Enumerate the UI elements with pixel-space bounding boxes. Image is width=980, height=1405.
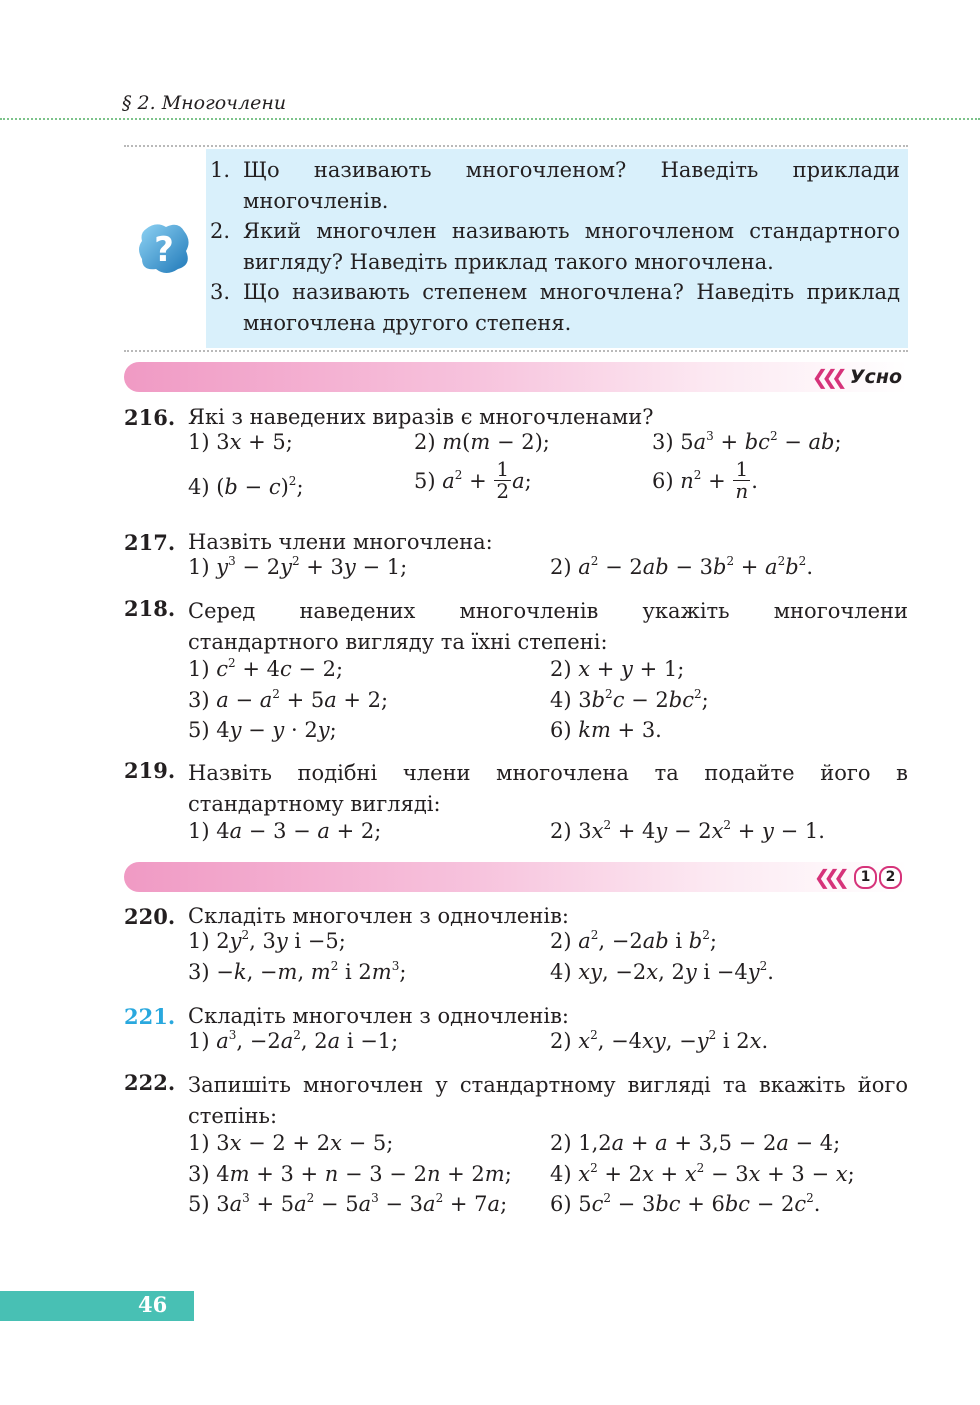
exercise-218: [124, 596, 908, 749]
expression: 4) $x^2 + 2x + x^2 - 3x + 3 - x$;: [550, 1160, 855, 1186]
exercise-number: 217.: [124, 530, 176, 555]
expression-row: [188, 819, 908, 850]
question-number: 1.: [210, 158, 231, 182]
chevrons-icon: ❮❮❮: [813, 865, 843, 889]
expression: 2) x + y + 1;: [550, 657, 685, 681]
expression: 2) 1,2a + a + 3,5 − 2a − 4;: [550, 1131, 841, 1155]
exercise-number: 220.: [124, 904, 176, 929]
expression: 4) $3b^2c - 2bc^2$;: [550, 686, 709, 712]
oral-section-tag: [812, 365, 902, 389]
question-text: Що називають степенем многочлена? Наведіть приклад многочлена другого степеня.: [243, 280, 900, 335]
chevrons-icon: ❮❮❮: [811, 365, 841, 389]
exercise-222: [124, 1070, 908, 1223]
exercise-number: 219.: [124, 758, 176, 783]
exercise-216: [124, 405, 908, 513]
expression: 6) $n^2$ + $\frac{1}{n}$ .: [652, 456, 758, 503]
exercise-text: Які з наведених виразів є многочленами?: [188, 405, 654, 429]
expression: 5) $a^2$ + $\frac{1}{2}$ a;: [414, 456, 532, 503]
levels-section-tag: [814, 865, 902, 889]
expression-row: [188, 1131, 908, 1162]
section-title: § 2. Многочлени: [122, 92, 287, 114]
expression: 4) $(b - c)^2$;: [188, 473, 304, 499]
question-text: Що називають многочленом? Наведіть приклади многочленів.: [243, 158, 900, 213]
expression: 1) $2y^2$, 3y і −5;: [188, 928, 346, 953]
review-questions-box: [124, 145, 908, 352]
expression: 1) $y^3 - 2y^2 + 3y - 1$;: [188, 554, 408, 579]
oral-label: Усно: [849, 366, 902, 388]
exercise-text: Складіть многочлен з одночленів:: [188, 1004, 569, 1028]
expression: 3) 4m + 3 + n − 3 − 2n + 2m;: [188, 1161, 512, 1186]
question-item: [210, 216, 900, 277]
level-2-badge: 2: [879, 866, 902, 889]
expression: 2) $3x^2 + 4y - 2x^2 + y - 1$.: [550, 818, 825, 843]
expression: 5) $3a^3 + 5a^2 - 5a^3 - 3a^2 + 7a$;: [188, 1191, 508, 1216]
questions-list: [210, 155, 900, 338]
expression: 1) 3x + 5;: [188, 430, 293, 454]
expression: 1) $a^3$, $-2a^2$, 2a і −1;: [188, 1028, 399, 1053]
expression: 2) m(m − 2);: [414, 430, 550, 454]
question-item: [210, 155, 900, 216]
expression-row: [188, 657, 908, 688]
expression: 2) $a^2 - 2ab - 3b^2 + a^2b^2$.: [550, 554, 813, 579]
exercise-number: 216.: [124, 405, 176, 430]
expression: 4) xy, −2x, 2y $і -4y^2$.: [550, 958, 774, 984]
question-item: [210, 277, 900, 338]
expression: 1) 4a − 3 − a + 2;: [188, 819, 382, 843]
question-mark-icon: [136, 221, 192, 275]
question-number: 2.: [210, 219, 231, 243]
expression: 2) $a^2$, −2ab і $b^2$;: [550, 928, 717, 953]
header-divider: [0, 118, 980, 120]
oral-section-band: [124, 362, 908, 392]
expression: 3) −k, −m, $m^2$ і $2m^3$;: [188, 958, 407, 984]
exercise-text: Серед наведених многочленів укажіть многочлени стандартного вигляду та їхні степені:: [188, 599, 908, 654]
expression-row: [188, 1162, 908, 1193]
expression-row: [188, 1192, 908, 1223]
exercise-text: Запишіть многочлен у стандартному вигляді та вкажіть його степінь:: [188, 1073, 908, 1128]
expression: 5) 4y − y · 2y;: [188, 718, 337, 742]
exercise-220: [124, 904, 908, 990]
expression-row: [188, 688, 908, 719]
expression-row: [188, 1029, 908, 1060]
expression: 6) $5c^2 - 3bc + 6bc - 2c^2$.: [550, 1191, 821, 1216]
expression-row: [188, 555, 908, 586]
expression-row: [188, 718, 908, 749]
expression: 3) $5a^3 + bc^2$ − ab;: [652, 429, 842, 454]
expression: 2) $x^2$, −4xy, $-y^2$ і 2x.: [550, 1028, 769, 1053]
expression-row: [188, 430, 908, 461]
page-number: 46: [138, 1292, 168, 1317]
svg-text:?: ?: [154, 230, 174, 270]
expression: 3) $a - a^2 + 5a + 2$;: [188, 686, 389, 712]
expression: 1) $c^2 + 4c - 2$;: [188, 656, 344, 681]
expression: 1) 3x − 2 + 2x − 5;: [188, 1131, 394, 1155]
question-number: 3.: [210, 280, 231, 304]
expression-row: [188, 960, 908, 991]
level-1-badge: 1: [854, 866, 877, 889]
exercise-text: Складіть многочлен з одночленів:: [188, 904, 569, 928]
exercise-221: [124, 1004, 908, 1060]
exercise-number: 218.: [124, 596, 176, 621]
question-text: Який многочлен називають многочленом стандартного вигляду? Наведіть приклад такого многочлена.: [243, 219, 900, 274]
expression-row: [188, 929, 908, 960]
exercise-219: [124, 758, 908, 850]
exercise-number: 221.: [124, 1004, 176, 1029]
expression: 6) km + 3.: [550, 718, 662, 742]
exercise-text: Назвіть подібні члени многочлена та подайте його в стандартному вигляді:: [188, 761, 908, 816]
exercise-text: Назвіть члени многочлена:: [188, 530, 493, 554]
expression-row: [188, 456, 908, 513]
exercise-number: 222.: [124, 1070, 176, 1095]
levels-section-band: [124, 862, 908, 892]
exercise-217: [124, 530, 908, 586]
